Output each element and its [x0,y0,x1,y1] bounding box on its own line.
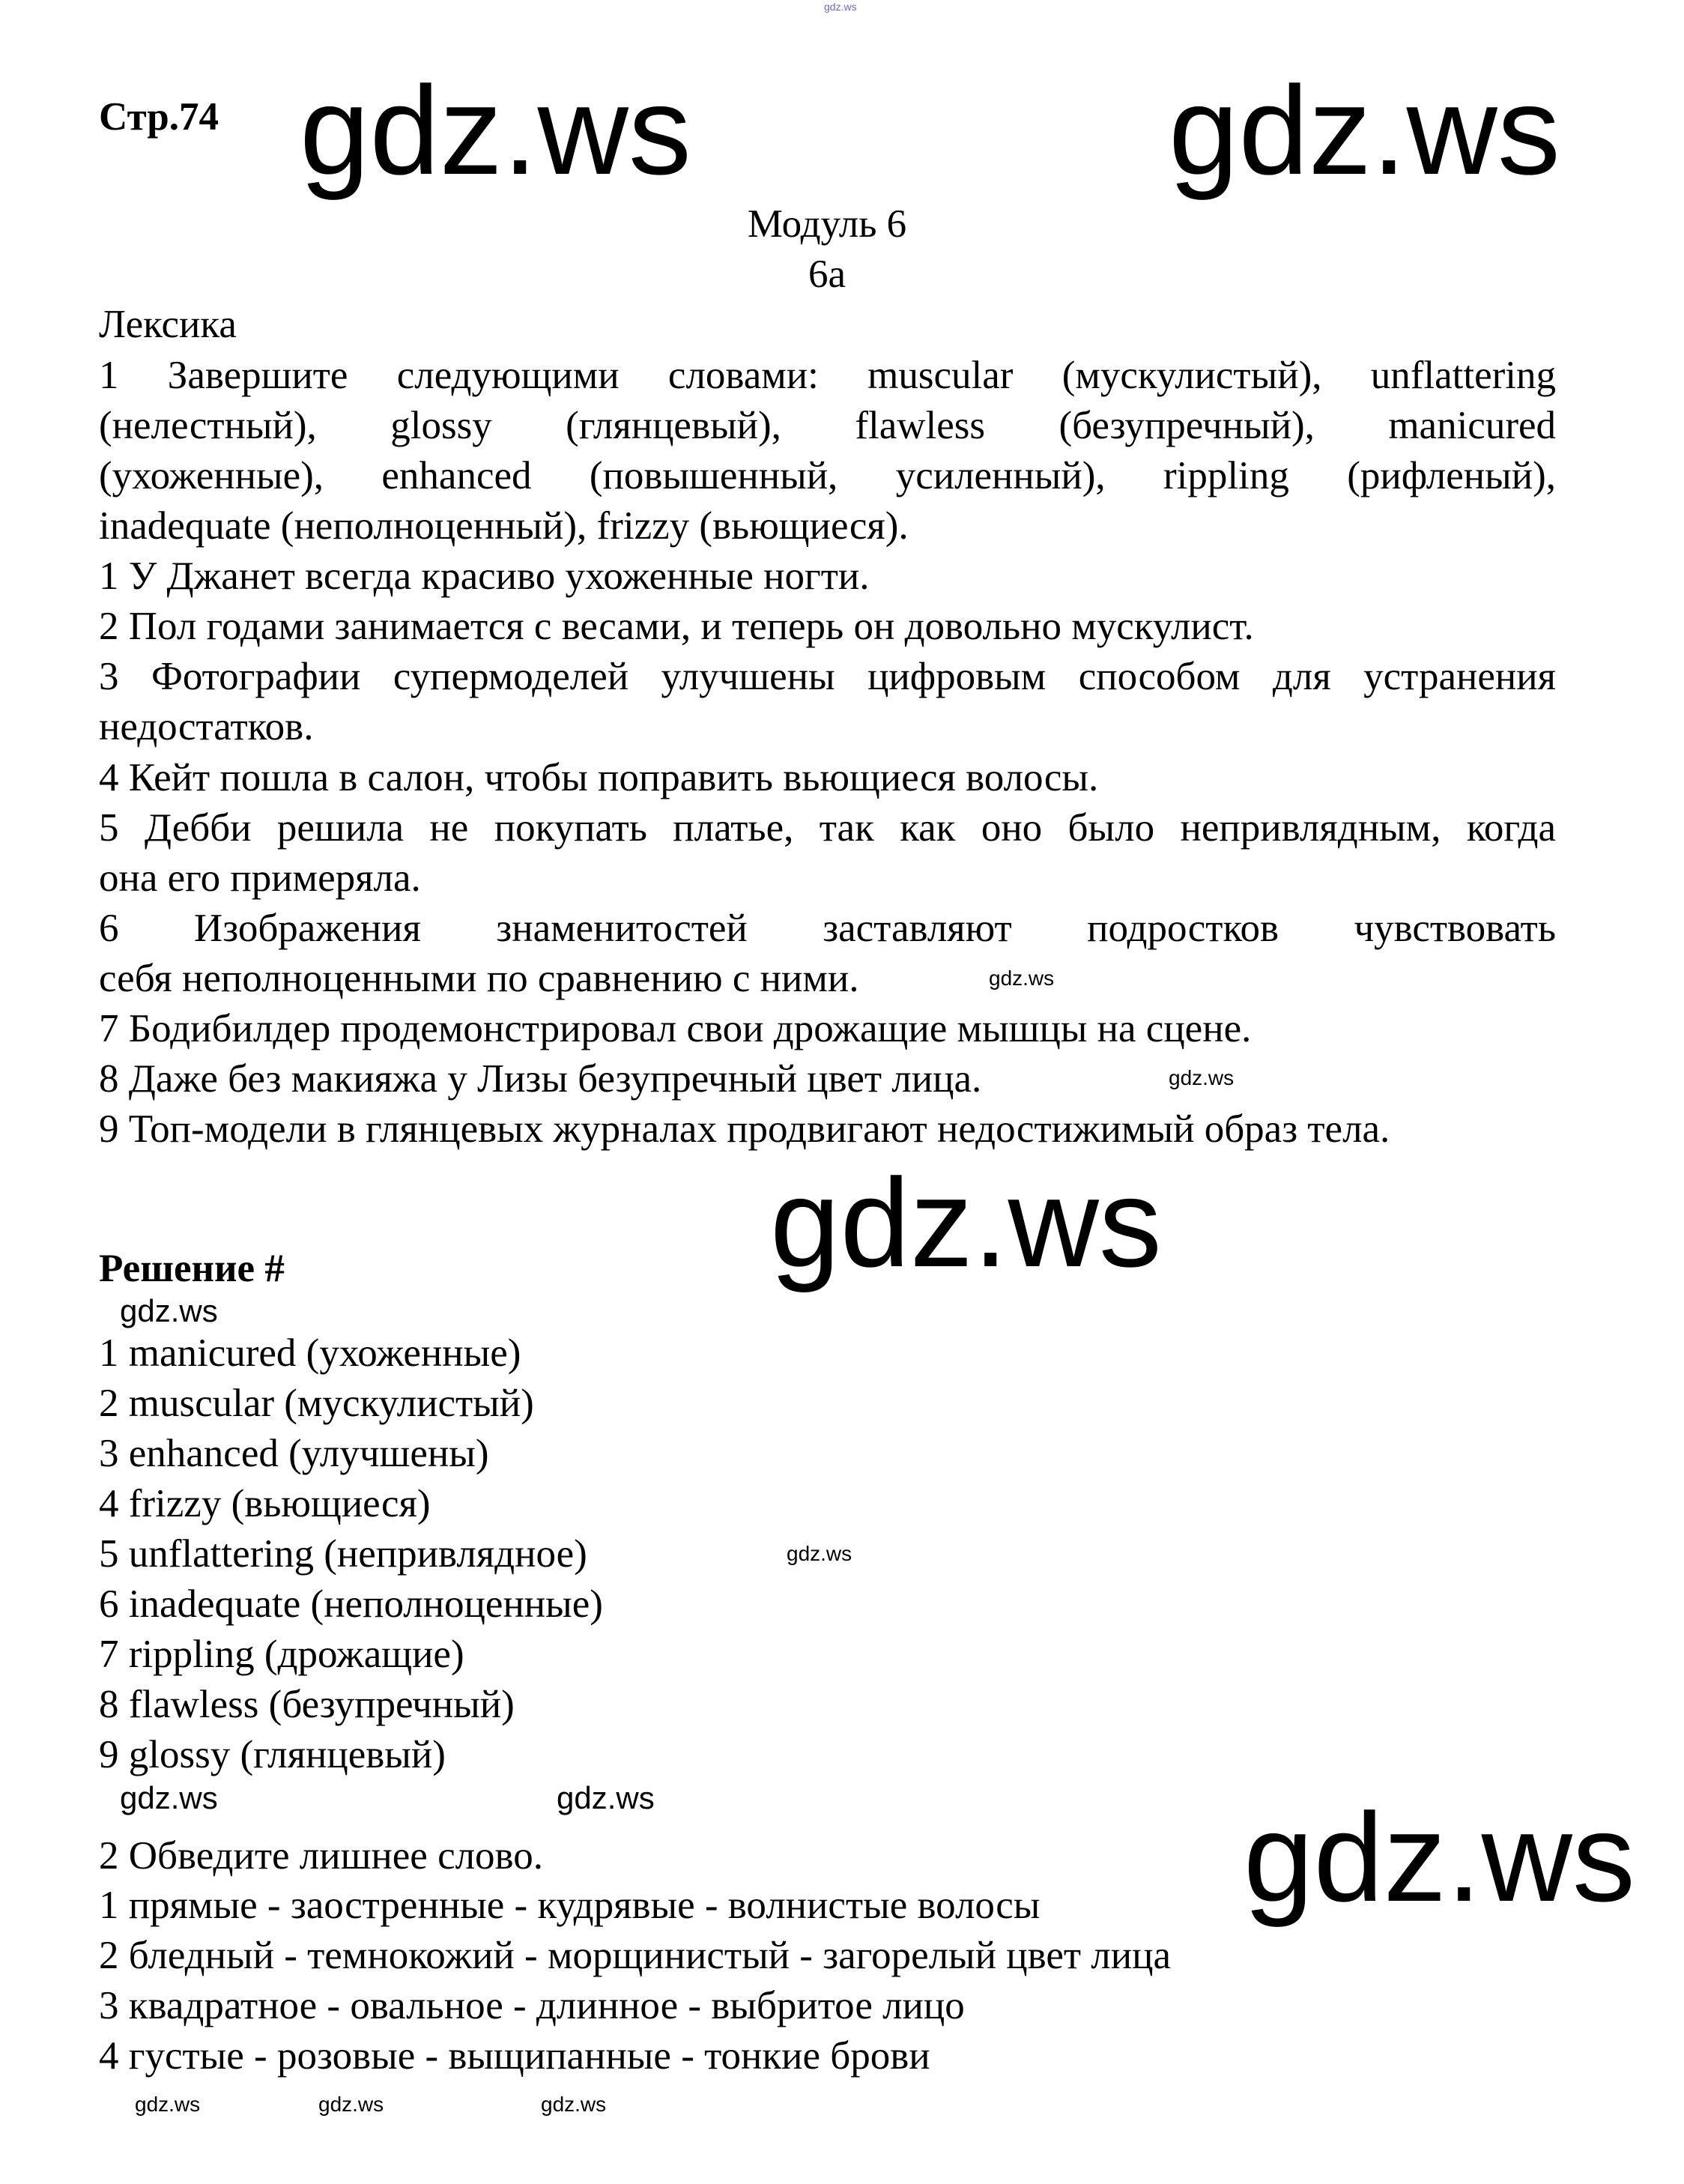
watermark-large: gdz.ws [1244,1787,1635,1928]
page-label: Стр.74 [99,95,219,139]
sentence-1: 1 У Джанет всегда красиво ухоженные ногти. [99,554,870,598]
watermark-tiny: gdz.ws [989,967,1055,990]
answer-7: 7 rippling (дрожащие) [99,1633,464,1676]
solution-heading: Решение # [99,1247,285,1290]
sentence-2: 2 Пол годами занимается с весами, и теперь он довольно мускулист. [99,605,1254,648]
sentence-4: 4 Кейт пошла в салон, чтобы поправить вьющиеся волосы. [99,756,1099,799]
answer-3: 3 enhanced (улучшены) [99,1432,489,1475]
exercise2-item-4: 4 густые - розовые - выщипанные - тонкие брови [99,2034,930,2078]
sentence-7: 7 Бодибилдер продемонстрировал свои дрожащие мышцы на сцене. [99,1007,1252,1050]
watermark-top: gdz.ws [824,1,857,13]
unit-title: 6a [808,252,846,296]
answer-2: 2 muscular (мускулистый) [99,1382,534,1425]
exercise2-item-2: 2 бледный - темнокожий - морщинистый - загорелый цвет лица [99,1934,1171,1977]
exercise2-item-3: 3 квадратное - овальное - длинное - выбритое лицо [99,1984,965,2027]
watermark-large: gdz.ws [300,60,691,201]
watermark-large: gdz.ws [770,1152,1162,1293]
sentence-5: 5 Дебби решила не покупать платье, так как оно было непривлядным, когда [99,806,1556,850]
sentence-3: 3 Фотографии супермоделей улучшены цифровым способом для устранения [99,655,1556,698]
watermark-small: gdz.ws [120,1293,218,1328]
module-title: Модуль 6 [747,202,907,246]
watermark-tiny: gdz.ws [787,1542,852,1565]
sentence-6: 6 Изображения знаменитостей заставляют подростков чувствовать [99,907,1556,950]
answer-6: 6 inadequate (неполноценные) [99,1582,603,1626]
exercise1-instruction-line: (нелестный), glossy (глянцевый), flawless (безупречный), manicured [99,404,1556,447]
exercise1-instruction-line: 1 Завершите следующими словами: muscular (мускулистый), unflattering [99,354,1556,397]
answer-9: 9 glossy (глянцевый) [99,1733,446,1776]
exercise2-item-1: 1 прямые - заостренные - кудрявые - волнистые волосы [99,1884,1041,1927]
section-title: Лексика [99,303,237,346]
watermark-tiny: gdz.ws [1169,1066,1235,1089]
sentence-9: 9 Топ-модели в глянцевых журналах продвигают недостижимый образ тела. [99,1107,1390,1151]
sentence-6-cont: себя неполноценными по сравнению с ними. [99,957,859,1000]
answer-5: 5 unflattering (непривлядное) [99,1532,587,1576]
answer-1: 1 manicured (ухоженные) [99,1331,521,1375]
watermark-large: gdz.ws [1169,60,1560,201]
answer-4: 4 frizzy (вьющиеся) [99,1482,431,1525]
sentence-5-cont: она его примеряла. [99,856,421,900]
watermark-tiny: gdz.ws [135,2093,201,2116]
exercise2-title: 2 Обведите лишнее слово. [99,1834,543,1878]
exercise1-instruction-line: inadequate (неполноценный), frizzy (вьющиеся). [99,504,909,548]
sentence-3-cont: недостатков. [99,705,314,748]
watermark-tiny: gdz.ws [318,2093,384,2116]
sentence-8: 8 Даже без макияжа у Лизы безупречный цвет лица. [99,1057,982,1101]
watermark-small: gdz.ws [557,1780,655,1815]
answer-8: 8 flawless (безупречный) [99,1683,515,1726]
watermark-small: gdz.ws [120,1780,218,1815]
watermark-tiny: gdz.ws [541,2093,607,2116]
exercise1-instruction-line: (ухоженные), enhanced (повышенный, усиленный), rippling (рифленый), [99,454,1556,497]
